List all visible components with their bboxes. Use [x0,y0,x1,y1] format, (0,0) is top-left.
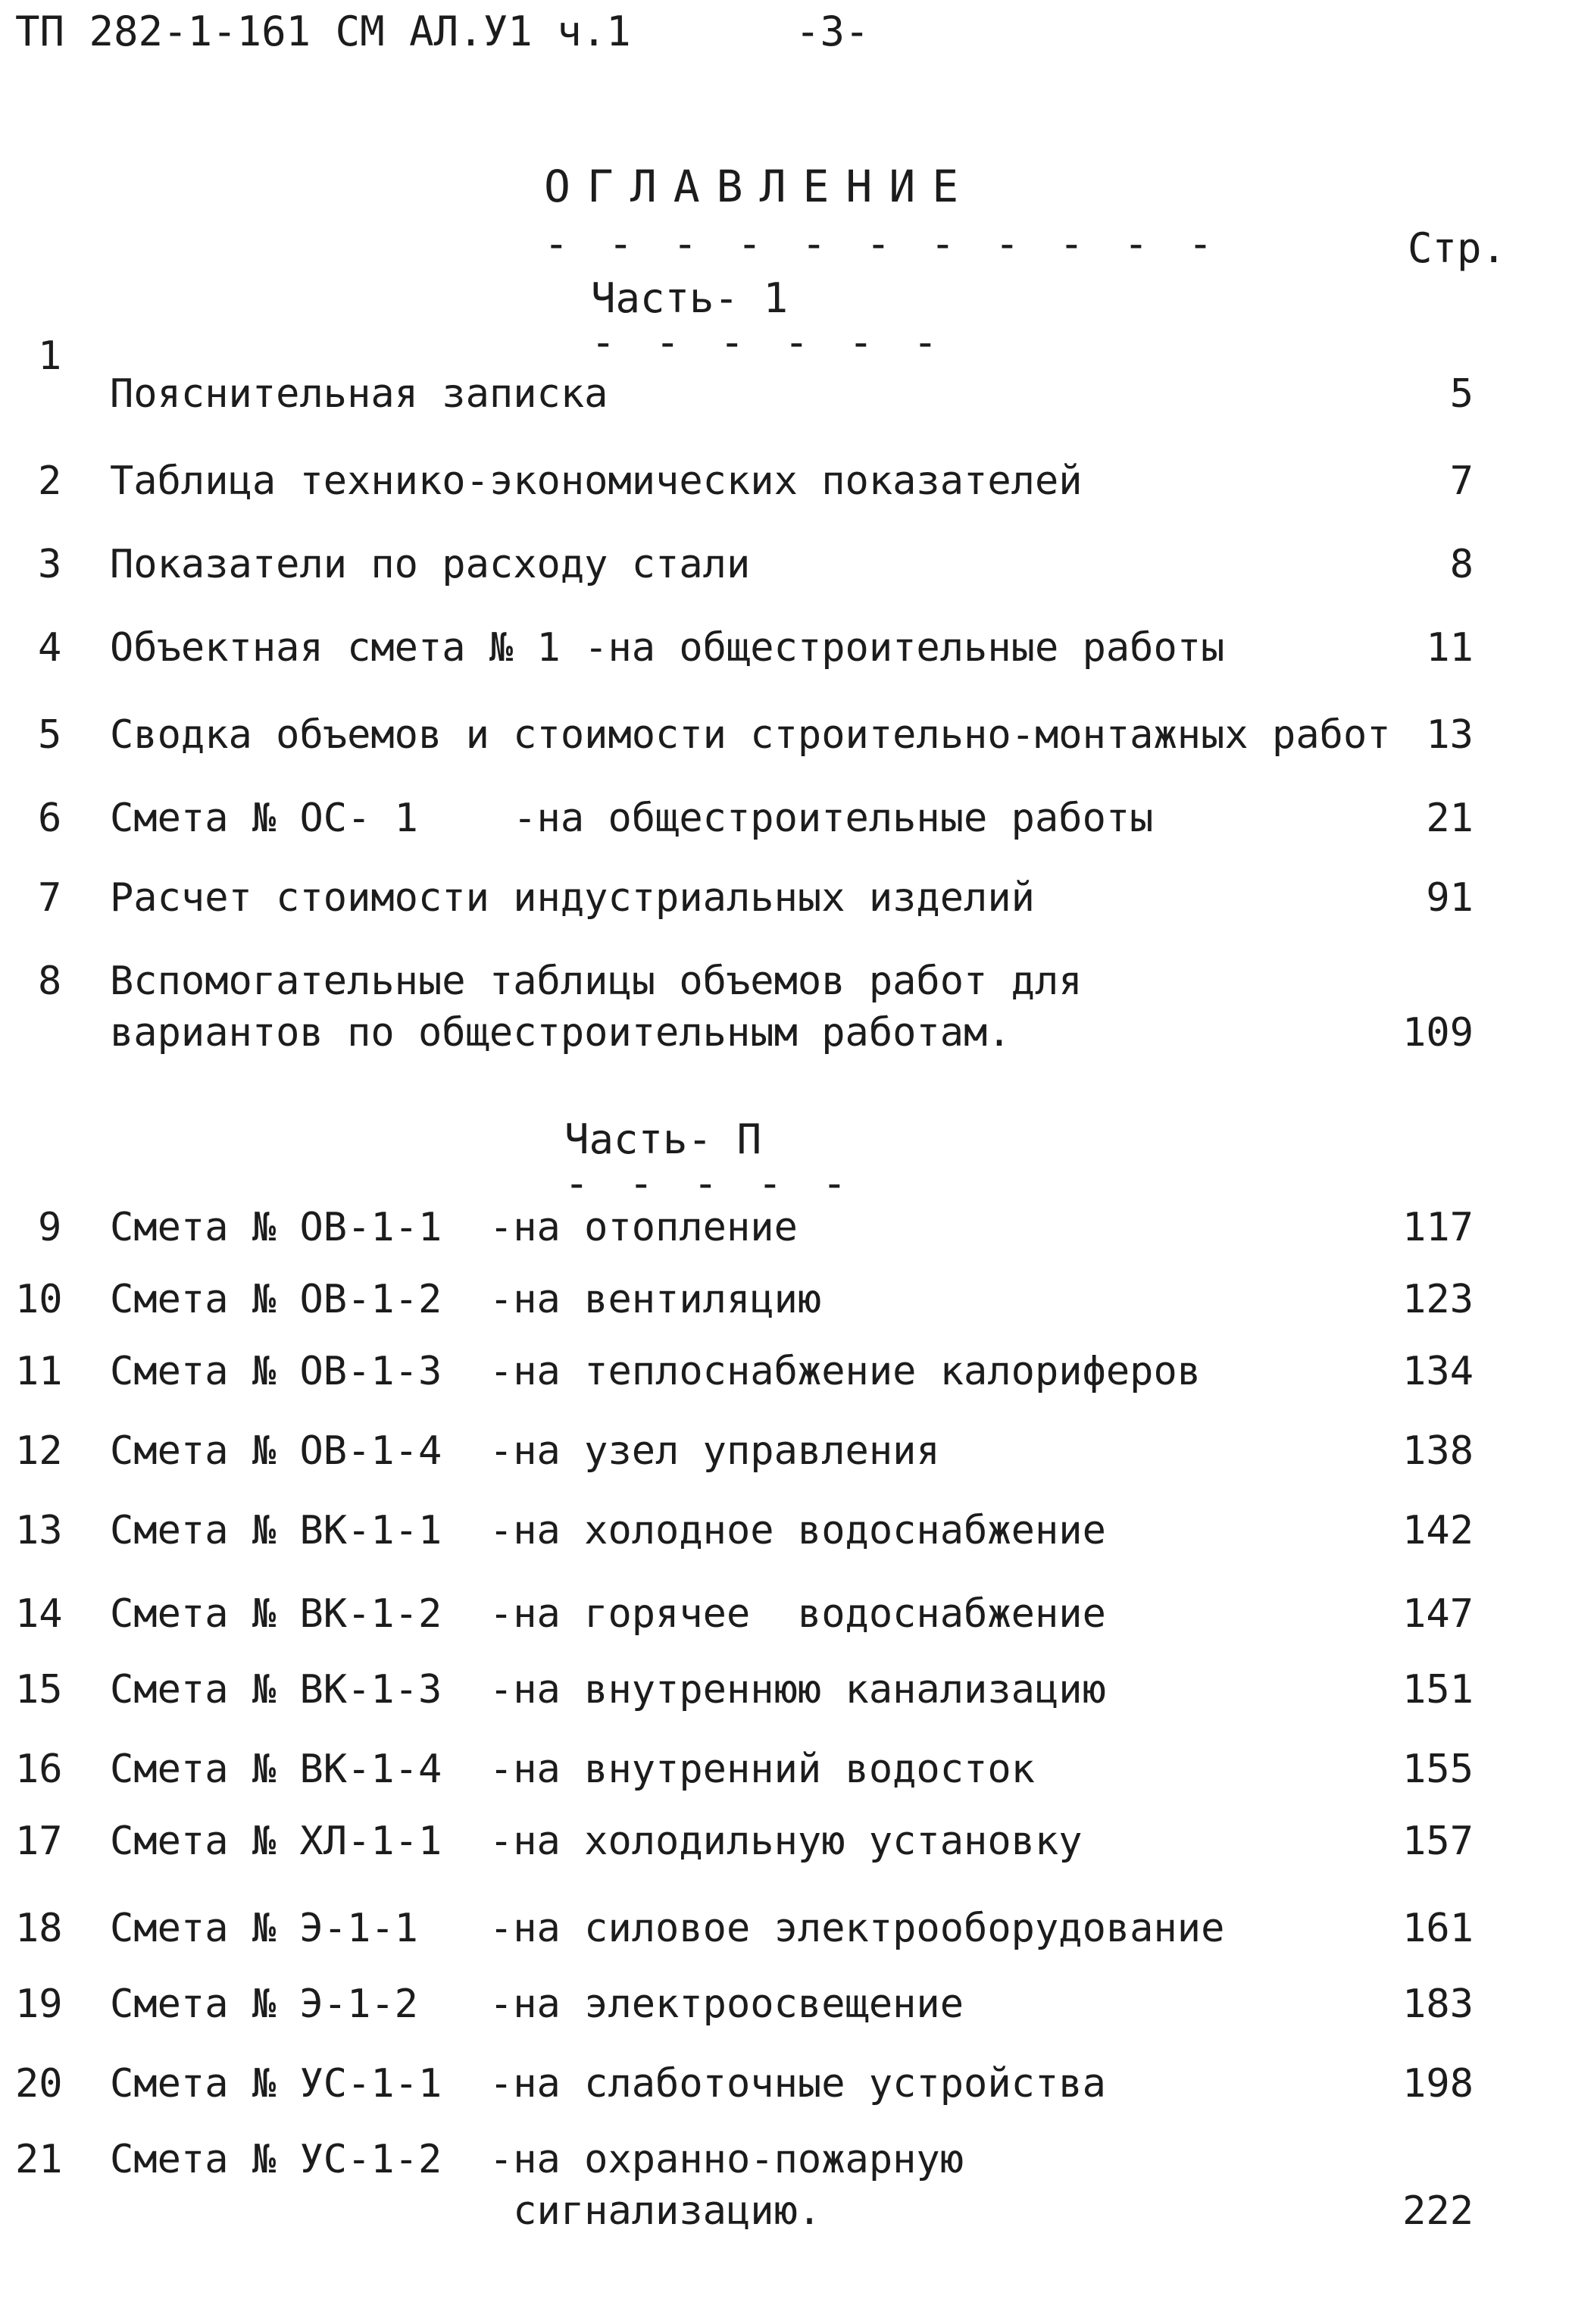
title-underline: - - - - - - - - - - - [544,220,1220,267]
toc-title: ОГЛАВЛЕНИЕ [544,161,976,212]
entry-title: Смета № ОВ-1-3 -на теплоснабжение калориферов [110,1349,1202,1394]
entry-title: Смета № ХЛ-1-1 -на холодильную установку [110,1819,1083,1864]
part-2-underline: - - - - - [564,1159,855,1207]
entry-title: Смета № ВК-1-3 -на внутреннюю канализацию [110,1667,1106,1713]
entry-number: 14 [15,1591,63,1637]
entry-number: 5 [38,712,62,758]
entry-page: 198 [1402,2061,1474,2107]
entry-page: 5 [1449,371,1474,417]
entry-page: 183 [1402,1981,1474,2027]
entry-page: 123 [1402,1277,1474,1322]
entry-page: 138 [1402,1428,1474,1474]
entry-title: Вспомогательные таблицы объемов работ для [110,959,1083,1004]
entry-title: Смета № ОВ-1-2 -на вентиляцию [110,1277,822,1322]
page-number: -3- [795,8,870,55]
entry-number: 2 [38,458,62,504]
entry-number: 1 [38,333,62,379]
entry-number: 20 [15,2061,63,2107]
entry-title: Смета № ОВ-1-4 -на узел управления [110,1428,940,1474]
entry-page: 151 [1402,1667,1474,1713]
entry-title: Расчет стоимости индустриальных изделий [110,875,1035,921]
entry-title: Смета № УС-1-2 -на охранно-пожарную [110,2137,964,2182]
entry-number: 7 [38,875,62,921]
entry-page: 109 [1402,1010,1474,1056]
entry-title: Смета № ВК-1-2 -на горячее водоснабжение [110,1591,1106,1637]
entry-number: 15 [15,1667,63,1713]
entry-number: 19 [15,1981,63,2027]
entry-title: Сводка объемов и стоимости строительно-монтажных работ [110,712,1391,758]
entry-number: 13 [15,1508,63,1553]
entry-number: 17 [15,1819,63,1864]
page-column-label: Стр. [1408,224,1507,272]
entry-number: 16 [15,1747,63,1792]
entry-number: 8 [38,959,62,1004]
part-2-heading: Часть- П [564,1115,762,1163]
entry-number: 21 [15,2137,63,2182]
entry-page: 8 [1449,542,1474,587]
entry-number: 3 [38,542,62,587]
entry-title: Показатели по расходу стали [110,542,751,587]
entry-page: 147 [1402,1591,1474,1637]
entry-title: Пояснительная записка [110,371,608,417]
part-1-heading: Часть- 1 [591,274,789,322]
entry-title: Объектная смета № 1 -на общестроительные работы [110,625,1225,671]
entry-page: 11 [1426,625,1474,671]
entry-page: 13 [1426,712,1474,758]
entry-page: 142 [1402,1508,1474,1553]
entry-page: 134 [1402,1349,1474,1394]
entry-page: 157 [1402,1819,1474,1864]
entry-title: Смета № Э-1-2 -на электроосвещение [110,1981,964,2027]
entry-title: Смета № ВК-1-1 -на холодное водоснабжение [110,1508,1106,1553]
entry-page: 7 [1449,458,1474,504]
entry-title: Смета № Э-1-1 -на силовое электрооборудование [110,1906,1225,1951]
entry-number: 4 [38,625,62,671]
entry-number: 6 [38,796,62,841]
entry-title-continued: вариантов по общестроительным работам. [110,1010,1011,1056]
entry-page: 21 [1426,796,1474,841]
entry-number: 11 [15,1349,63,1394]
entry-title-continued: сигнализацию. [110,2188,822,2234]
entry-title: Смета № ОС- 1 -на общестроительные работы [110,796,1154,841]
entry-title: Смета № ОВ-1-1 -на отопление [110,1205,798,1250]
part-1-underline: - - - - - - [591,318,945,366]
entry-number: 12 [15,1428,63,1474]
entry-number: 10 [15,1277,63,1322]
entry-page: 155 [1402,1747,1474,1792]
entry-page: 117 [1402,1205,1474,1250]
entry-page: 91 [1426,875,1474,921]
entry-number: 18 [15,1906,63,1951]
entry-number: 9 [38,1205,62,1250]
entry-title: Таблица технико-экономических показателей [110,458,1083,504]
entry-title: Смета № ВК-1-4 -на внутренний водосток [110,1747,1035,1792]
entry-title: Смета № УС-1-1 -на слаботочные устройства [110,2061,1106,2107]
entry-page: 161 [1402,1906,1474,1951]
document-code: ТП 282-1-161 СМ АЛ.У1 ч.1 [15,8,631,55]
entry-page: 222 [1402,2188,1474,2234]
